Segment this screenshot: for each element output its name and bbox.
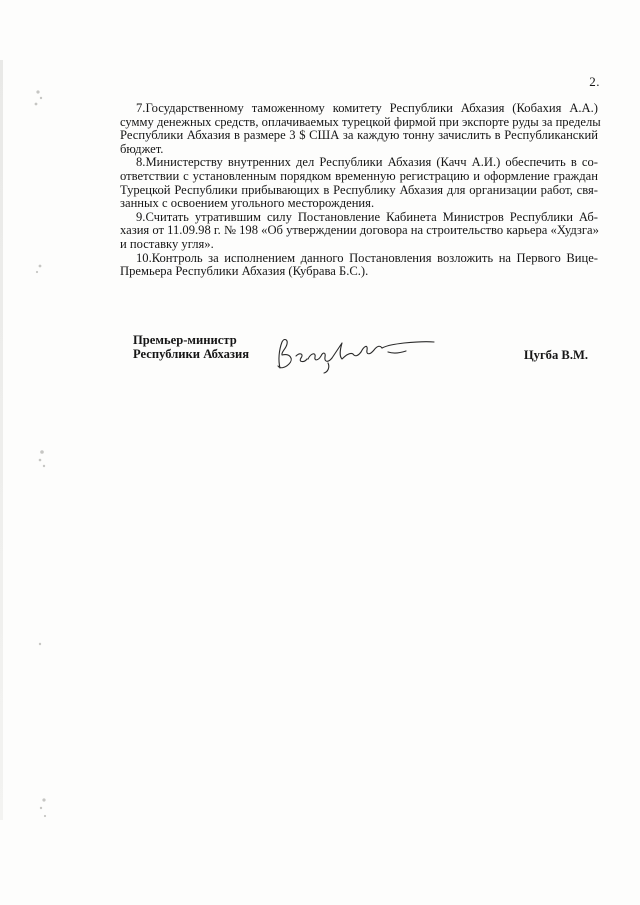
signatory-title <box>133 333 249 362</box>
page-number: 2. <box>589 74 600 89</box>
signatory-title-line: Республики Абхазия <box>133 347 250 362</box>
paragraph-line: Республики Абхазия в размере 3 $ США за каждую тонну зачислить в Республиканский <box>120 128 598 143</box>
paragraph-line: 10.Контроль за исполнением данного Постановления возложить на Первого Вице- <box>136 250 598 265</box>
signatory-title-line: Премьер-министр <box>133 333 237 347</box>
paragraph-line: Премьера Республики Абхазия (Кубрава Б.С.). <box>120 264 369 279</box>
paragraph-8 <box>120 156 598 210</box>
margin-scan-marks <box>0 0 70 905</box>
paragraph-10 <box>120 252 598 279</box>
paragraph-line: Турецкой Республики прибывающих в Республику Абхазия для организации работ, свя- <box>120 182 598 197</box>
paragraph-7 <box>120 101 601 156</box>
paragraph-9 <box>120 211 598 252</box>
paragraph-line: 9.Считать утратившим силу Постановление Кабинета Министров Республики Аб- <box>136 209 598 224</box>
paragraph-line: 7.Государственному таможенному комитету Республики Абхазия (Кобахия А.А.) <box>136 101 598 115</box>
paragraph-line: 8.Министерству внутренних дел Республики Абхазия (Качч А.И.) обеспечить в со- <box>136 155 598 170</box>
paragraph-line: бюджет. <box>120 141 164 156</box>
signatory-name: Цугба В.М. <box>523 348 588 362</box>
paragraph-line: ответствии с установленным порядком временную регистрацию и оформление граждан <box>120 168 598 183</box>
handwritten-signature <box>270 332 440 376</box>
document-body <box>120 101 601 279</box>
paragraph-line: занных с освоением угольного месторождения. <box>120 196 375 211</box>
paragraph-line: хазия от 11.09.98 г. № 198 «Об утверждении договора на строительство карьера «Худзга» <box>120 223 599 238</box>
paragraph-line: сумму денежных средств, оплачиваемых турецкой фирмой при экспорте руды за пределы <box>120 114 601 129</box>
paragraph-line: и поставку угля». <box>120 236 214 251</box>
